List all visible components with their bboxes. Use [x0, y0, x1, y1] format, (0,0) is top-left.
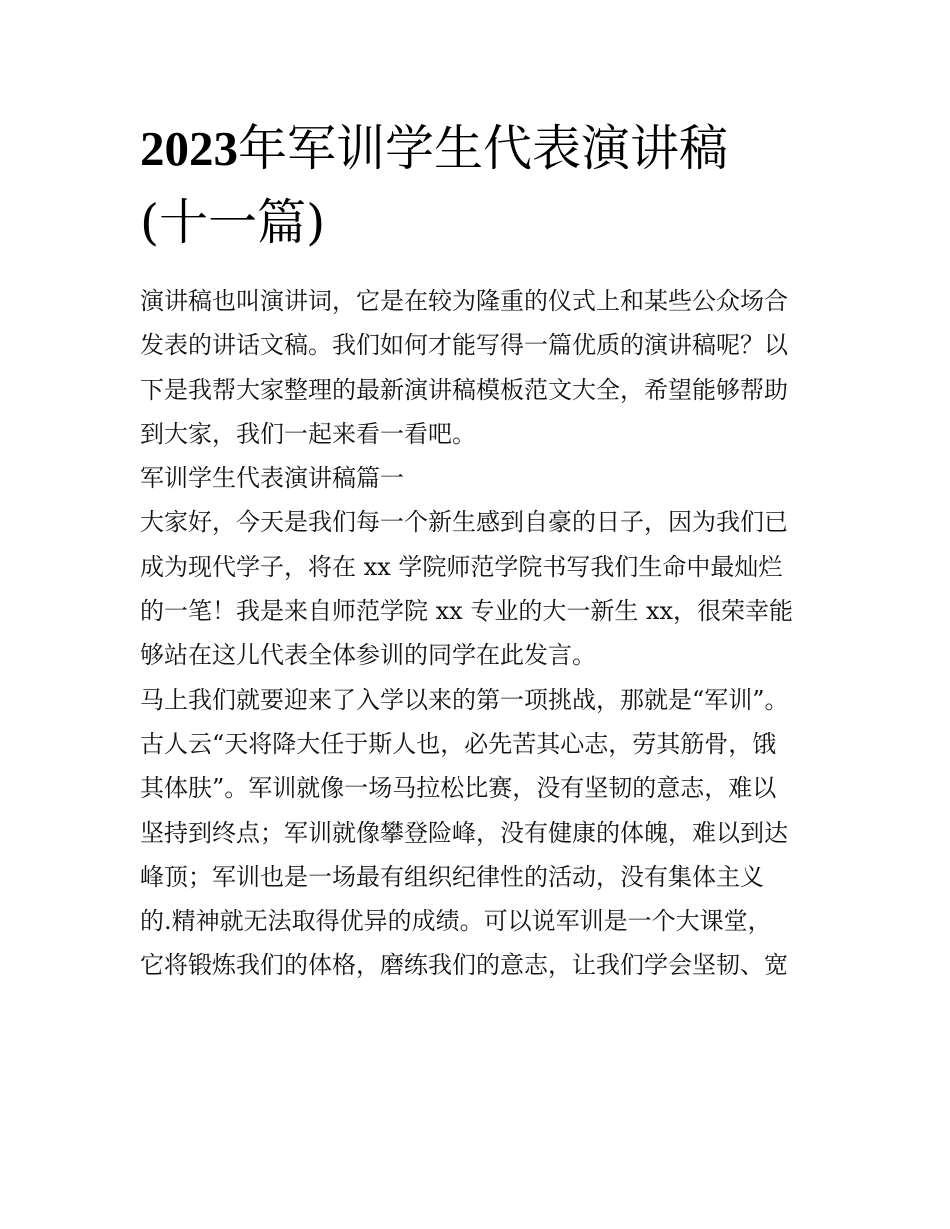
body-line: 的一笔！我是来自师范学院 xx 专业的大一新生 xx，很荣幸能 — [140, 597, 794, 626]
body-line: 演讲稿也叫演讲词，它是在较为隆重的仪式上和某些公众场合 — [140, 287, 788, 315]
body-line: 到大家，我们一起来看一看吧。 — [140, 419, 476, 448]
title-text: 年军训学生代表演讲稿 — [238, 120, 729, 177]
body-line: 其体肤”。军训就像一场马拉松比赛，没有坚韧的意志，难以 — [140, 774, 777, 803]
body-line: 古人云“天将降大任于斯人也，必先苦其心志，劳其筋骨，饿 — [140, 729, 777, 758]
document-title — [140, 112, 840, 260]
body-line: 发表的讲话文稿。我们如何才能写得一篇优质的演讲稿呢？以 — [140, 331, 788, 360]
title-year: 2023 — [140, 121, 238, 176]
body-line: 峰顶；军训也是一场最有组织纪律性的活动，没有集体主义 — [140, 862, 764, 891]
body-line: 大家好，今天是我们每一个新生感到自豪的日子，因为我们已 — [140, 508, 788, 537]
body-line: 下是我帮大家整理的最新演讲稿模板范文大全，希望能够帮助 — [140, 375, 788, 404]
body-line: 它将锻炼我们的体格，磨练我们的意志，让我们学会坚韧、宽 — [140, 951, 788, 980]
body-line: 够站在这儿代表全体参训的同学在此发言。 — [140, 641, 596, 670]
section-heading: 军训学生代表演讲稿篇一 — [140, 464, 404, 493]
document-body — [140, 279, 820, 988]
body-line: 马上我们就要迎来了入学以来的第一项挑战，那就是“军训”。 — [140, 685, 789, 714]
title-subtitle: (十一篇) — [140, 194, 326, 251]
body-line: 成为现代学子，将在 xx 学院师范学院书写我们生命中最灿烂 — [140, 552, 783, 581]
body-line: 的.精神就无法取得优异的成绩。可以说军训是一个大课堂， — [140, 907, 772, 936]
body-line: 坚持到终点；军训就像攀登险峰，没有健康的体魄，难以到达 — [140, 818, 788, 847]
